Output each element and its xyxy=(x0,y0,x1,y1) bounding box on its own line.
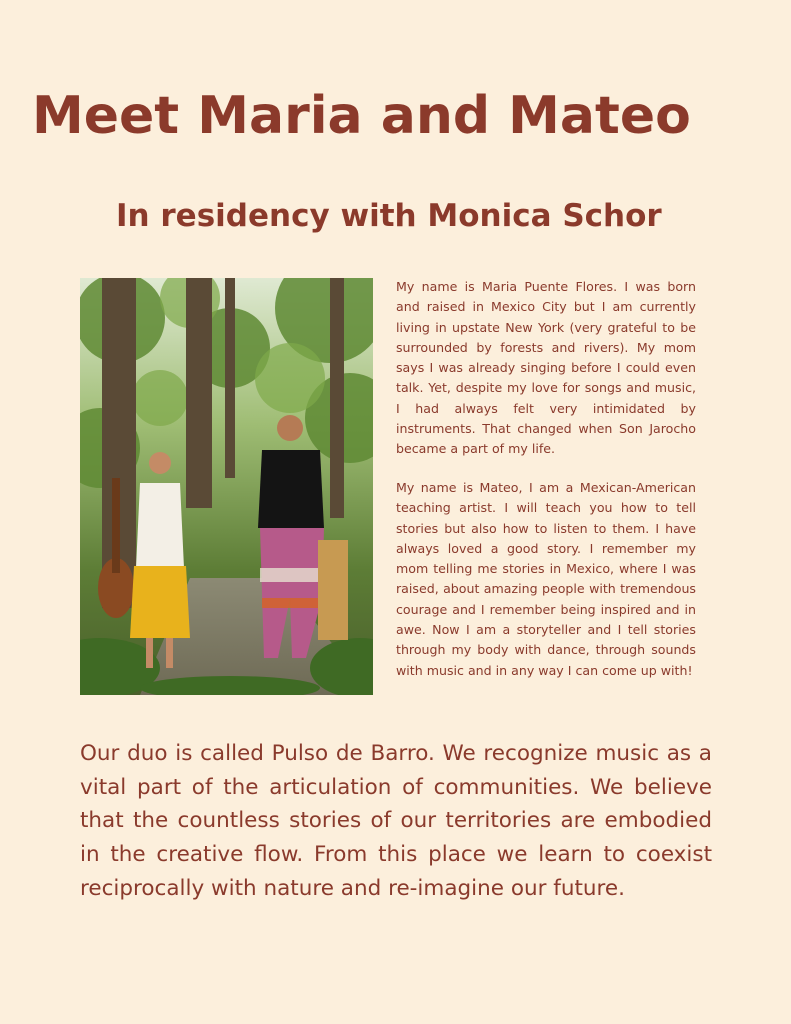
duo-photo xyxy=(80,278,373,695)
duo-description: Our duo is called Pulso de Barro. We recognize music as a vital part of the articulation of communities. We believe that the countless stories of our territories are embodied in the creative flow. From this place we learn to coexist reciprocally with nature and re-imagine our future. xyxy=(80,741,712,901)
page-title: Meet Maria and Mateo xyxy=(32,86,691,146)
bio-maria: My name is Maria Puente Flores. I was born and raised in Mexico City but I am currently living in upstate New York (very grateful to be surrounded by forests and rivers). My mom says I was already singing before I could even talk. Yet, despite my love for songs and music, I had always felt very intimidated by instruments. That changed when Son Jarocho became a part of my life. xyxy=(396,279,696,457)
page-subtitle: In residency with Monica Schor xyxy=(116,198,662,234)
bio-mateo: My name is Mateo, I am a Mexican-American teaching artist. I will teach you how to tell stories but also how to listen to them. I have always loved a good story. I remember my mom telling me stories in Mexico, where I was raised, about amazing people with tremendous courage and I remember being inspired and in awe. Now I am a storyteller and I tell stories through my body with dance, through sounds with music and in any way I can come up with! xyxy=(396,480,696,678)
